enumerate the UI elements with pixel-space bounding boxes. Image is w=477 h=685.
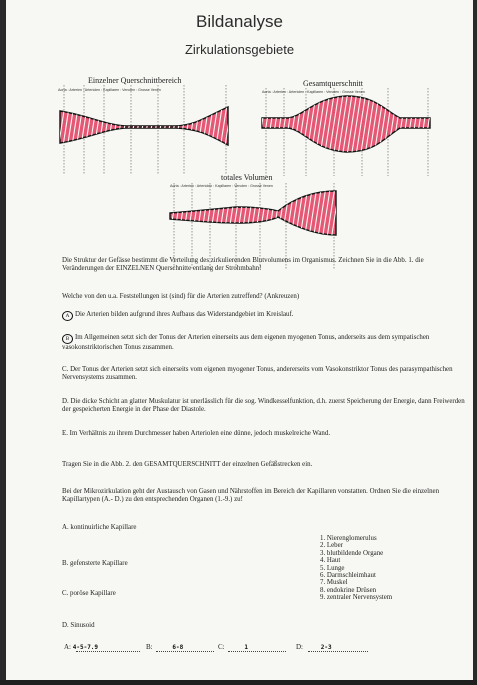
capillary-c: C. poröse Kapillare bbox=[62, 590, 116, 597]
segment-label: Aorta bbox=[170, 184, 179, 188]
organ-item: 2. Leber bbox=[320, 542, 343, 550]
answer-b[interactable] bbox=[146, 643, 183, 651]
option-b-text: Im Allgemeinen setzt sich der Tonus der Arterien einerseits aus dem eigenen myogenen Tonus, anderseits aus dem sympatischen vasokonstriktorischen Tonus zusammen. bbox=[62, 334, 430, 351]
organ-item: 8. endokrine Drüsen bbox=[320, 586, 377, 594]
diagram-right bbox=[260, 88, 436, 176]
answer-a-label: A: bbox=[64, 643, 71, 651]
option-a[interactable] bbox=[62, 311, 466, 321]
option-d[interactable] bbox=[62, 398, 466, 415]
segment-label: Aorta bbox=[262, 90, 271, 94]
answer-d-label: D: bbox=[296, 643, 303, 651]
answer-d-value: 2-3 bbox=[320, 644, 332, 651]
answer-a-line bbox=[76, 651, 140, 652]
organ-item: 4. Haut bbox=[320, 557, 341, 565]
segment-label: : Grosse Venen bbox=[339, 90, 365, 94]
diagram-left-title: Einzelner Querschnittbereich bbox=[88, 76, 182, 85]
organ-list bbox=[320, 535, 392, 602]
answer-d-line bbox=[308, 651, 368, 652]
organ-item: 5. Lunge bbox=[320, 564, 345, 572]
segment-label: : Kapillaren bbox=[212, 184, 232, 188]
page-subtitle: Zirkulationsgebiete bbox=[184, 42, 295, 57]
organ-item: 7. Muskel bbox=[320, 579, 348, 587]
page-title: Bildanalyse bbox=[196, 12, 283, 31]
answer-b-label: B: bbox=[146, 643, 153, 651]
segment-label: Aorta bbox=[58, 88, 67, 92]
segment-label: : Venolen bbox=[323, 90, 340, 94]
segment-label: : Arterien bbox=[270, 90, 286, 94]
capillary-a: A. kontinuirliche Kapillare bbox=[62, 524, 137, 531]
answer-c-label: C: bbox=[218, 643, 225, 651]
segment-label: : Venolen bbox=[119, 88, 136, 92]
option-c-marker: C. bbox=[62, 366, 69, 373]
worksheet-page bbox=[6, 0, 473, 680]
segment-labels-bottom bbox=[170, 184, 273, 188]
micro-text: Bei der Mikrozirkulation geht der Austausch von Gasen und Nährstoffen im Bereich der Kapillaren vonstatten. Ordnen Sie die einzelnen Kapillartypen (A.- D.) zu den entsprechenden Organen (1.-9.) zu! bbox=[62, 488, 440, 504]
option-e-text: Im Verhältnis zu ihrem Durchmesser haben Arteriolen eine dünne, jedoch muskelreiche Wand. bbox=[69, 430, 331, 437]
desk-edge bbox=[0, 680, 477, 685]
capillary-d: D. Sinusoid bbox=[62, 622, 95, 629]
organ-item: 1. Nierenglomerulus bbox=[320, 535, 377, 542]
answer-b-value: 6-8 bbox=[172, 644, 184, 651]
segment-label: : Grosse Venen bbox=[135, 88, 161, 92]
answer-c-line bbox=[228, 651, 286, 652]
segment-label: : Arteriolen bbox=[81, 88, 101, 92]
option-c-text: Der Tonus der Arterien setzt sich einerseits vom eigenen myogener Tonus, andererseits vom Vasokonstriktor Tonus des parasympathischen Nervensystems zusammen. bbox=[62, 366, 453, 382]
segment-label: : Kapillaren bbox=[100, 88, 120, 92]
option-d-text: Die dicke Schicht an glatter Muskulatur ist unerlässlich für die sog. Windkesselfunktion, d.h. zuerst Speicherung der Energie, dann Freiwerden der gespeicherten Energie in der Phase der Diastole. bbox=[62, 398, 465, 414]
stripe-hatching bbox=[56, 85, 236, 175]
organ-item: 3. blutbildende Organe bbox=[320, 549, 384, 557]
segment-labels-right bbox=[262, 90, 365, 94]
answer-a-value: 4-5-7.9 bbox=[72, 644, 99, 651]
answer-d[interactable] bbox=[296, 643, 332, 651]
answer-c-value: 1 bbox=[244, 644, 248, 651]
segment-label: : Arterien bbox=[66, 88, 82, 92]
diagram-bottom-title: totales Volumen bbox=[221, 173, 273, 182]
option-e-marker: E. bbox=[62, 430, 68, 437]
instruction-2: Tragen Sie in die Abb. 2. den GESAMTQUERSCHNITT der einzelnen Gefäßstrecken ein. bbox=[62, 461, 313, 468]
segment-labels-left bbox=[58, 88, 161, 92]
answer-c[interactable] bbox=[218, 643, 248, 651]
option-b-marker: B bbox=[62, 334, 73, 344]
option-e[interactable] bbox=[62, 430, 466, 438]
answer-a[interactable] bbox=[64, 643, 98, 651]
organ-item: 9. zentraler Nervensystem bbox=[320, 594, 393, 602]
option-b[interactable] bbox=[62, 334, 466, 352]
intro-text: Die Struktur der Gefässe bestimmt die Verteilung des zirkulierenden Blutvolumens im Organismus. Zeichnen Sie in die Abb. 1. die Veränderungen der EINZELNEN Querschnitte entlang der Strohmbahn! bbox=[62, 257, 424, 273]
option-a-marker: A bbox=[62, 311, 73, 321]
option-d-marker: D. bbox=[62, 398, 69, 405]
left-shape bbox=[60, 107, 228, 145]
diagram-left bbox=[56, 85, 236, 175]
option-c[interactable] bbox=[62, 366, 466, 383]
segment-label: : Kapillaren bbox=[304, 90, 324, 94]
segment-label: : Arteriolen bbox=[285, 90, 305, 94]
question-text: Welche von den u.a. Feststellungen ist (sind) für die Arterien zutreffend? (Ankreuzen) bbox=[62, 293, 300, 300]
segment-label: : Venolen bbox=[231, 184, 248, 188]
answer-b-line bbox=[156, 651, 214, 652]
segment-label: : Arteriolen bbox=[193, 184, 213, 188]
option-a-text: Die Arterien bilden aufgrund ihres Aufbaus das Widerstandgebiet im Kreislauf. bbox=[75, 311, 294, 318]
segment-label: : Grosse Venen bbox=[247, 184, 273, 188]
organ-item: 6. Darmschleimhaut bbox=[320, 572, 376, 580]
segment-label: : Arterien bbox=[178, 184, 194, 188]
diagram-right-title: Gesamtquerschnitt bbox=[303, 79, 363, 88]
capillary-b: B. gefensterte Kapillare bbox=[62, 560, 128, 567]
